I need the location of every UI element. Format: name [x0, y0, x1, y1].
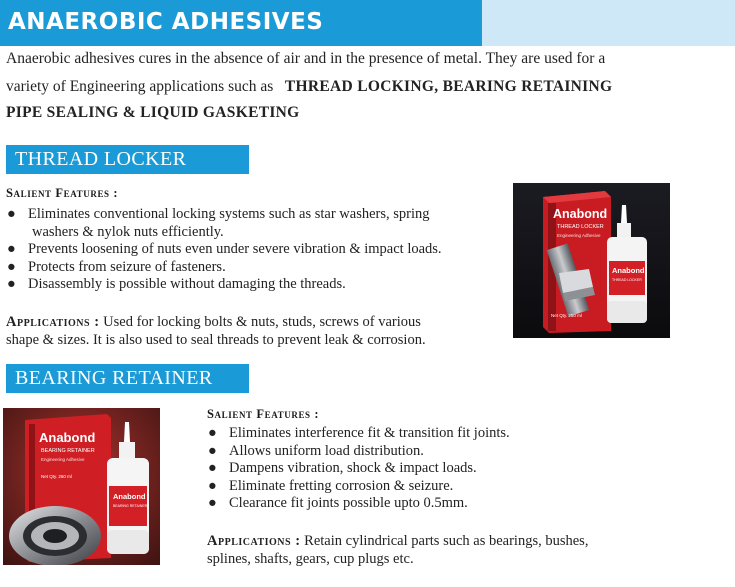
thread-locker-features-title: Salient Features :: [6, 186, 119, 200]
intro-line-2-text: variety of Engineering applications such as: [6, 78, 274, 95]
bearing-retainer-box-qty: Net Qty. 250 ml: [41, 474, 72, 479]
bullet-icon: ●: [208, 477, 217, 494]
list-item: ● Eliminates conventional locking systems such as star washers, spring washers & nylok nuts efficiently.: [7, 206, 430, 240]
bullet-icon: ●: [208, 442, 217, 459]
bullet-icon: ●: [7, 241, 16, 258]
thread-locker-applications: Applications : Used for locking bolts & nuts, studs, screws of various shape & sizes. It is also used to seal threads to prevent leak & corrosion.: [6, 314, 426, 348]
thread-locker-box-name: THREAD LOCKER: [557, 224, 604, 230]
thread-locker-features-list: [6, 206, 506, 294]
bearing-retainer-bottle-name: BEARING RETAINER: [113, 504, 148, 508]
section-heading-bearing-retainer: BEARING RETAINER: [6, 364, 249, 393]
page-title: ANAEROBIC ADHESIVES: [8, 9, 324, 35]
list-item: ● Prevents loosening of nuts even under severe vibration & impact loads.: [7, 241, 442, 258]
intro-line-2-bold: THREAD LOCKING, BEARING RETAINING: [284, 78, 613, 95]
bullet-icon: ●: [7, 276, 16, 293]
thread-locker-bottle-name: THREAD LOCKER: [612, 278, 642, 282]
list-item: ● Disassembly is possible without damaging the threads.: [7, 276, 346, 293]
list-item: ● Allows uniform load distribution.: [208, 442, 424, 459]
page-banner: [0, 0, 735, 46]
bullet-icon: ●: [208, 495, 217, 512]
bullet-icon: ●: [7, 206, 16, 222]
bearing-retainer-box-name: BEARING RETAINER: [41, 448, 95, 454]
bearing-retainer-box-brand: Anabond: [39, 430, 96, 445]
bullet-icon: ●: [208, 425, 217, 441]
banner-light-panel: [482, 0, 735, 46]
list-item: ● Eliminate fretting corrosion & seizure.: [208, 477, 454, 494]
intro-line-3-bold: PIPE SEALING & LIQUID GASKETING: [6, 104, 300, 121]
bearing-retainer-product-image: [3, 408, 160, 565]
list-item: ● Protects from seizure of fasteners.: [7, 258, 226, 275]
list-item: ● Clearance fit joints possible upto 0.5mm.: [208, 495, 468, 512]
list-item: ● Dampens vibration, shock & impact loads.: [208, 460, 477, 477]
bearing-retainer-features-title: Salient Features :: [207, 407, 320, 421]
intro-line-1: Anaerobic adhesives cures in the absence of air and in the presence of metal. They are used for a: [6, 50, 606, 67]
bearing-retainer-features-list: [207, 425, 647, 513]
applications-label: Applications :: [6, 314, 100, 330]
thread-locker-box-brand: Anabond: [553, 207, 608, 221]
bearing-retainer-box-sub: Engineering Adhesive: [41, 457, 85, 462]
thread-locker-box-sub: Engineering Adhesive: [557, 233, 601, 238]
list-item: ● Eliminates interference fit & transition fit joints.: [208, 425, 510, 441]
intro-line-3: [6, 104, 300, 122]
bullet-icon: ●: [208, 460, 217, 477]
intro-line-2: [6, 78, 612, 96]
bearing-retainer-bottle-brand: Anabond: [113, 492, 146, 501]
applications-label: Applications :: [207, 533, 301, 549]
thread-locker-box-qty: Net Qty. 250 ml: [551, 313, 582, 318]
section-heading-thread-locker: THREAD LOCKER: [6, 145, 249, 174]
bullet-icon: ●: [7, 258, 16, 275]
thread-locker-product-image: [513, 183, 670, 338]
thread-locker-bottle-brand: Anabond: [612, 266, 645, 275]
bearing-retainer-applications: Applications : Retain cylindrical parts such as bearings, bushes, splines, shafts, gears, cup plugs etc.: [207, 533, 589, 567]
